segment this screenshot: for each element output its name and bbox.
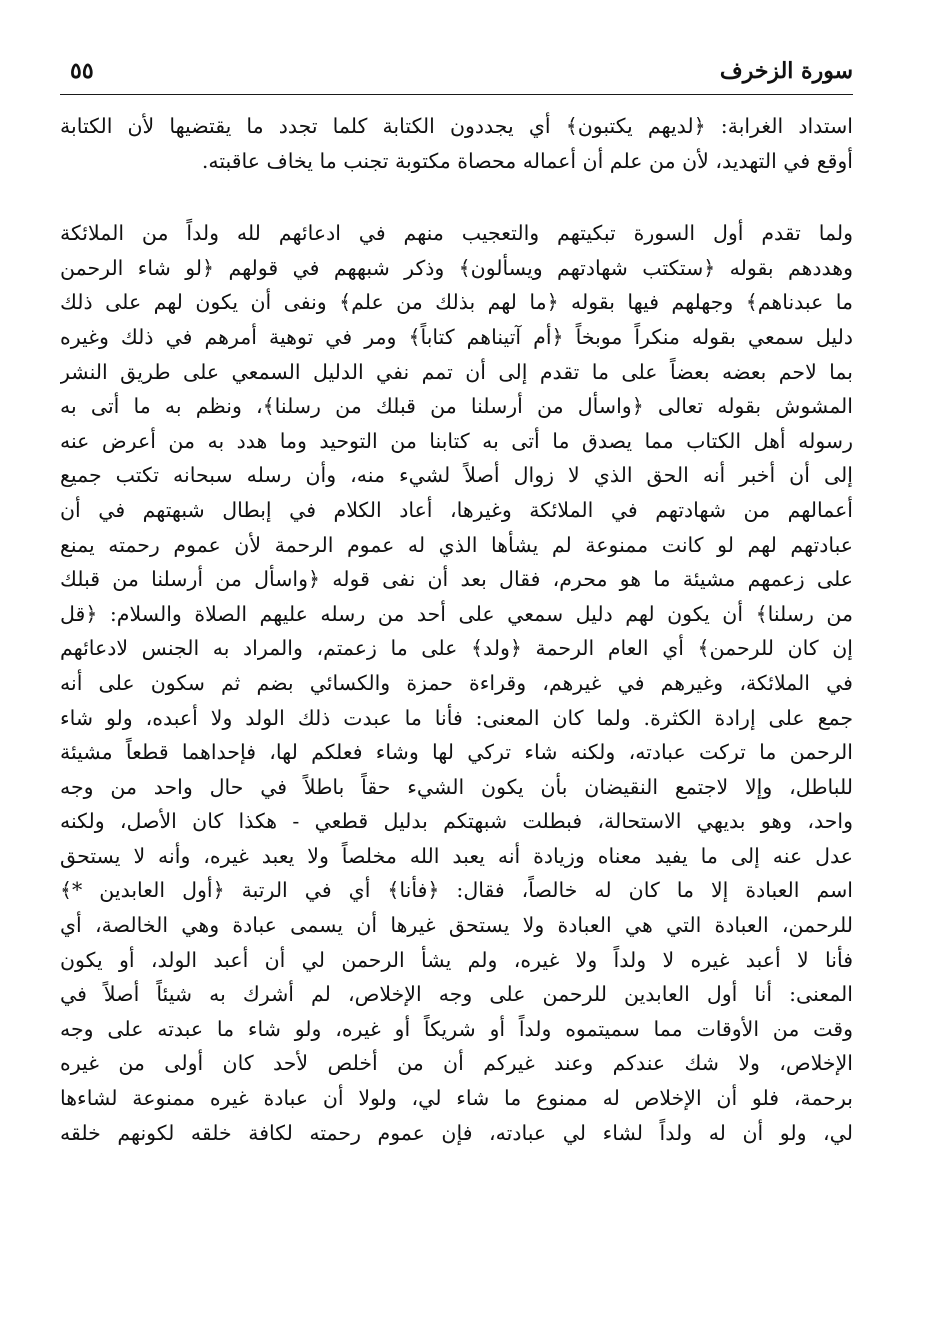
text-line: برحمة، فلو أن الإخلاص له ممنوع ما شاء لي، ولولا أن عبادة غيره ممنوعة لشاءها — [60, 1086, 853, 1111]
text-line: المشوش بقوله تعالى ﴿واسأل من أرسلنا من قبلك من رسلنا﴾، ونظم به ما أتى به — [60, 394, 853, 419]
text-line: عبادتهم لهم لو كانت ممنوعة لم يشأها الذي له عموم الرحمة لأن عموم رحمته يمنع — [60, 532, 853, 557]
text-line: وهددهم بقوله ﴿ستكتب شهادتهم ويسألون﴾ وذكر شبههم في قولهم ﴿لو شاء الرحمن — [60, 255, 853, 280]
text-line: المعنى: أنا أول العابدين للرحمن على وجه الإخلاص، لم أشرك به شيئاً أصلاً في — [60, 982, 853, 1007]
surah-title: سورة الزخرف — [719, 58, 853, 84]
text-line: إلى أن أخبر أنه الحق الذي لا زوال أصلاً لشيء منه، وأن رسله سبحانه تكتب جميع — [60, 463, 853, 488]
text-line: أوقع في التهديد، لأن من علم أن أعماله محصاة مكتوبة تجنب ما يخاف عاقبته. — [201, 148, 853, 173]
text-line: على زعمهم مشيئة ما هو محرم، فقال بعد أن نفى قوله ﴿واسأل من أرسلنا من قبلك — [60, 567, 853, 592]
paragraph-1 — [60, 109, 853, 178]
body-text — [60, 109, 853, 1150]
text-line: ولما تقدم أول السورة تبكيتهم والتعجيب منهم في ادعائهم لله ولداً من الملائكة — [60, 221, 853, 246]
text-line: لي، ولو أن له ولداً لشاء لي عبادته، فإن عموم رحمته لكافة خلقه لكونهم خلقه — [60, 1120, 853, 1145]
text-line: وقت من الأوقات مما سميتموه ولداً أو شريكاً أو غيره، ولو شاء ما عبدته على وجه — [60, 1016, 853, 1041]
text-line: في الملائكة، وغيرهم في غيرهم، وقراءة حمزة والكسائي بضم ثم سكون على أنه — [60, 670, 853, 695]
text-line: إن كان للرحمن﴾ أي العام الرحمة ﴿ولد﴾ على ما زعمتم، والمراد به الجنس لادعائهم — [60, 636, 853, 661]
text-line: الرحمن ما تركت عبادته، ولكنه شاء تركي لها وشاء فعلكم لها، فإحداهما قطعاً مشيئة — [60, 740, 853, 765]
page-header — [60, 52, 853, 95]
text-line: رسوله أهل الكتاب مما يصدق ما أتى به كتابنا من التوحيد وما هدد به من أعرض عنه — [60, 428, 853, 453]
paragraph-gap — [60, 178, 853, 216]
text-line: جمع على إرادة الكثرة. ولما كان المعنى: فأنا ما عبدت ذلك الولد ولا أعبده، ولو شاء — [60, 705, 853, 730]
text-line: عدل عنه إلى ما يفيد معناه وزيادة أنه يعبد الله مخلصاً ولا يعبد غيره، وأنه لا يستحق — [60, 843, 853, 868]
text-line: أعمالهم من شهادتهم في الملائكة وغيرها، أعاد الكلام في إبطال شبهتهم في أن — [60, 497, 853, 522]
page-number: ٥٥ — [70, 58, 94, 84]
text-line: اسم العبادة إلا ما كان له خالصاً، فقال: ﴿فأنا﴾ أي في الرتبة ﴿أول العابدين *﴾ — [60, 878, 853, 903]
text-line: فأنا لا أعبد غيره لا ولداً ولا غيره، ولم يشأ الرحمن لي أن أعبد الولد، أو يكون — [60, 947, 853, 972]
text-line: ما عبدناهم﴾ وجهلهم فيها بقوله ﴿ما لهم بذلك من علم﴾ ونفى أن يكون لهم على ذلك — [60, 290, 853, 315]
paragraph-2 — [60, 216, 853, 1150]
text-line: استداد الغرابة: ﴿لديهم يكتبون﴾ أي يجددون الكتابة كلما تجدد ما يقتضيها لأن الكتابة — [60, 114, 853, 138]
text-line: واحد، وهو بديهي الاستحالة، فبطلت شبهتكم بدليل قطعي - هكذا كان الأصل، ولكنه — [60, 809, 853, 834]
text-line: بما لاحم بعضه بعضاً على ما تقدم إلى أن تمم نفي الدليل السمعي على طريق النشر — [60, 359, 853, 384]
text-line: للباطل، وإلا لاجتمع النقيضان بأن يكون الشيء حقاً باطلاً في حال واحد من وجه — [60, 774, 853, 799]
book-page — [60, 52, 853, 1312]
text-line: للرحمن، العبادة التي هي العبادة ولا يستحق غيرها أن يسمى عبادة وهي الخالصة، أي — [60, 913, 853, 938]
text-line: دليل سمعي بقوله منكراً موبخاً ﴿أم آتيناهم كتاباً﴾ ومر في توهية أمرهم في ذلك وغيره — [60, 324, 853, 349]
text-line: الإخلاص، ولا شك عندكم وعند غيركم أن من أخلص لأحد كان أولى من غيره — [60, 1051, 853, 1076]
text-line: من رسلنا﴾ أن يكون لهم دليل سمعي على أحد من رسله عليهم الصلاة والسلام: ﴿قل — [60, 601, 853, 626]
